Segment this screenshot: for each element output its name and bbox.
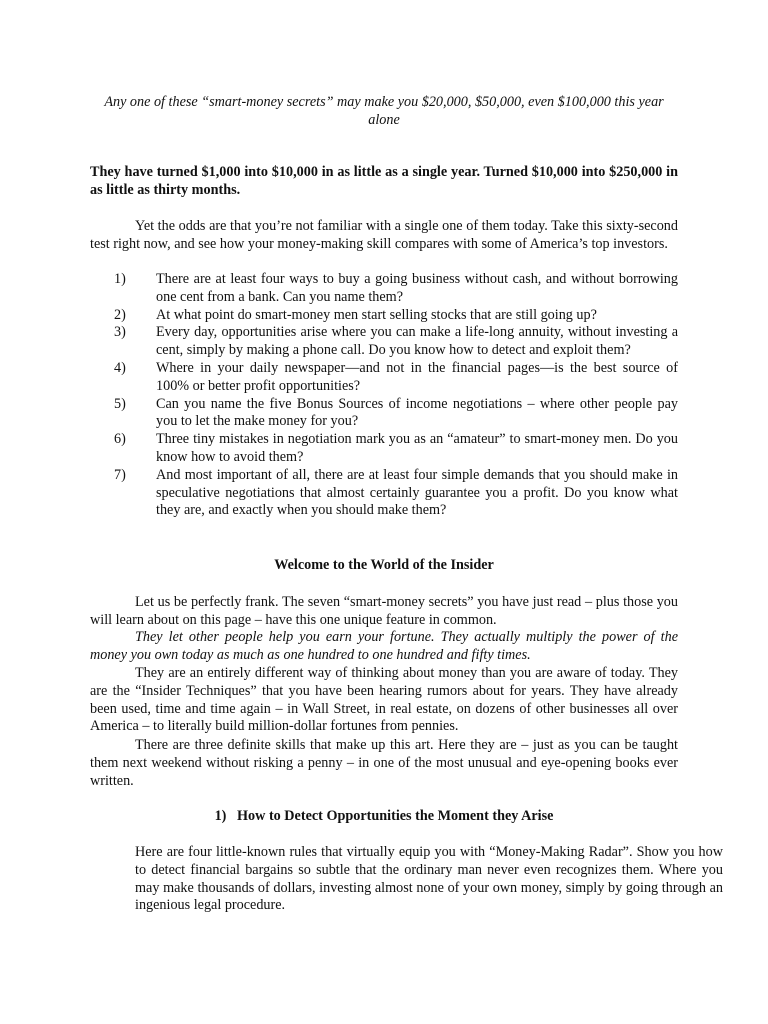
list-text: Every day, opportunities arise where you can make a life-long annuity, without investing a cent, simply by making a phone call. Do you know how to detect and exploit them? [156, 324, 678, 359]
list-item [90, 307, 678, 325]
list-text: Can you name the five Bonus Sources of income negotiations – where other people pay you to let the make money for you? [156, 395, 678, 430]
list-number: 2) [114, 306, 126, 323]
list-number: 7) [114, 466, 126, 483]
list-item [90, 396, 678, 432]
insider-paragraph-3: They are an entirely different way of thinking about money than you are aware of today. They are the “Insider Techniques” that you have been hearing rumors about for years. They have already been used, time and time again – in Wall Street, in real estate, on dozens of other businesses all over America – to literally build million-dollar fortunes from pennies. [90, 665, 678, 735]
list-number: 6) [114, 431, 126, 448]
list-text: And most important of all, there are at least four simple demands that you should make in speculative negotiations that almost certainly guarantee you a profit. Do you know what they are, and exactly when you should make them? [156, 466, 678, 519]
tagline: Any one of these “smart-money secrets” may make you $20,000, $50,000, even $100,000 this year alone [104, 94, 664, 128]
opportunities-paragraph: Here are four little-known rules that virtually equip you with “Money-Making Radar”. Show you how to detect financial bargains so subtle that the ordinary man never even recognizes them. Where you may make thousands of dollars, investing almost none of your own money, simply by going through an ingenious legal procedure. [135, 844, 723, 914]
question-list [90, 271, 678, 520]
list-item [90, 271, 678, 307]
insider-paragraph-1: Let us be perfectly frank. The seven “smart-money secrets” you have just read – plus those you will learn about on this page – have this one unique feature in common. [90, 594, 678, 628]
lead-paragraph: They have turned $1,000 into $10,000 in as little as a single year. Turned $10,000 into $250,000 in as little as thirty months. [90, 164, 678, 198]
list-number: 1) [114, 271, 126, 287]
list-number: 4) [114, 359, 126, 376]
list-text: At what point do smart-money men start selling stocks that are still going up? [156, 306, 597, 323]
list-item [90, 431, 678, 467]
list-number: 5) [114, 395, 126, 412]
list-item [90, 467, 678, 520]
section-heading-insider: Welcome to the World of the Insider [274, 557, 494, 573]
intro-paragraph: Yet the odds are that you’re not familiar with a single one of them today. Take this sixty-second test right now, and see how your money-making skill compares with some of America’s top investors. [90, 218, 678, 252]
insider-paragraph-4: There are three definite skills that make up this art. Here they are – just as you can be taught them next weekend without risking a penny – in one of the most unusual and eye-opening books ever written. [90, 737, 678, 789]
list-text: Three tiny mistakes in negotiation mark you as an “amateur” to smart-money men. Do you know how to avoid them? [156, 431, 678, 465]
list-item [90, 360, 678, 396]
insider-paragraph-2: They let other people help you earn your fortune. They actually multiply the power of the money you own today as much as one hundred to one hundred and fifty times. [90, 629, 678, 663]
list-number: 3) [114, 324, 126, 341]
list-text: Where in your daily newspaper—and not in the financial pages—is the best source of 100% or better profit opportunities? [156, 359, 678, 394]
list-item [90, 324, 678, 360]
list-text: There are at least four ways to buy a going business without cash, and without borrowing one cent from a bank. Can you name them? [156, 271, 678, 305]
section-heading-opportunities: 1) How to Detect Opportunities the Moment they Arise [214, 808, 554, 824]
